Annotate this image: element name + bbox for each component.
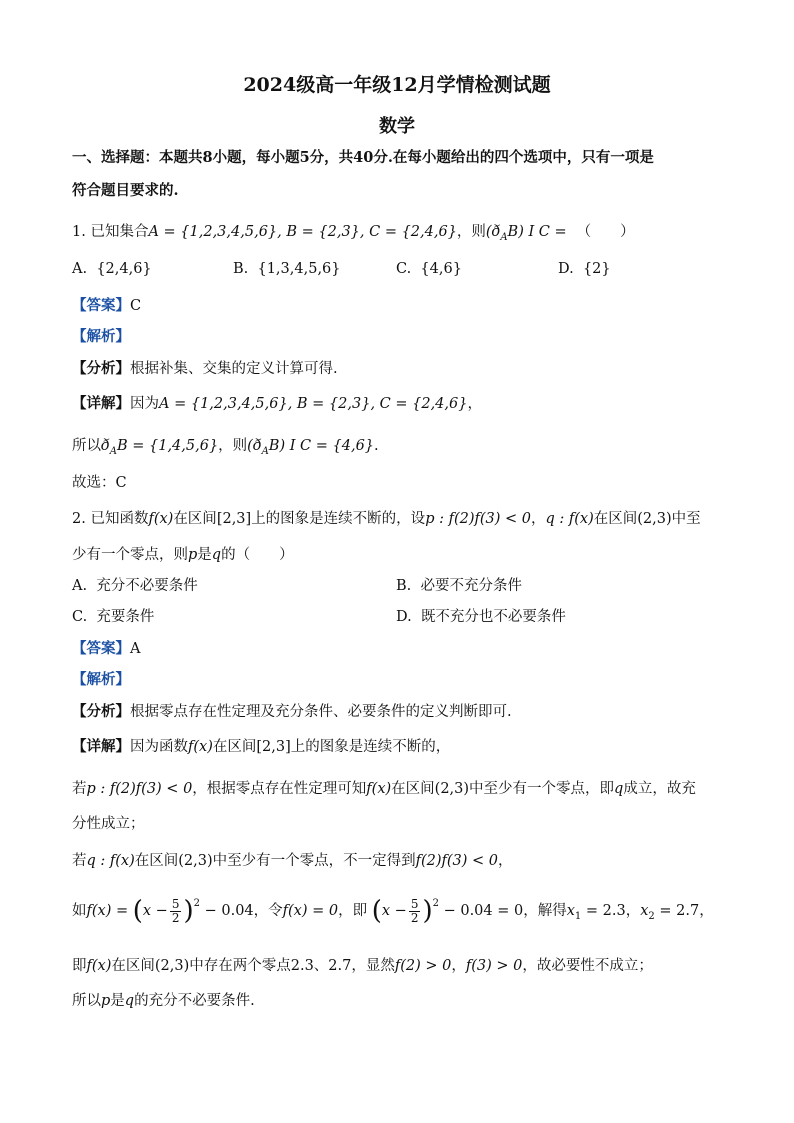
text-span: ，则 [456, 224, 486, 240]
q1-analysis-tag [72, 327, 130, 347]
text-span: A [130, 641, 141, 657]
text-span: 2 [432, 898, 439, 909]
text-span: C [130, 298, 142, 314]
text-span: 既不充分也不必要条件 [420, 609, 566, 625]
text-span: B = {1,4,5,6} [116, 438, 219, 454]
q2-xiangjie-line5: 如f(x) = (x − $\frac{5}{2}$ )$^2$ − 0.04，令f(x) = 0，即 (x − $\frac{5}{2}$ )$^2$ − 0.04 = 0，解得$x_1 = 2.3$，$x_2 = 2.7$， [72, 896, 714, 926]
text-span: 因为 [130, 396, 159, 412]
text-span: 如 [72, 903, 87, 919]
text-span: ， [498, 853, 513, 869]
page-title: 2024级高一年级12月学情检测试题 [243, 74, 551, 96]
q1-xiangjie [72, 394, 482, 414]
text-span: {4,6} [420, 261, 462, 277]
text-span: = 2.7 [654, 903, 700, 919]
text-span: 【详解】 [72, 395, 130, 412]
text-span: 的（ ） [221, 547, 294, 563]
text-span: （ ） [576, 224, 635, 240]
text-span: ，令 [253, 903, 283, 919]
text-span: ð [101, 438, 110, 454]
text-span: ， [699, 903, 714, 919]
text-span: q [124, 993, 135, 1009]
text-span: q : f(x) [545, 511, 594, 527]
text-span: 、 [313, 958, 329, 974]
text-span: 中存在两个零点 [189, 958, 291, 974]
text-span: 【答案】 [72, 297, 130, 314]
text-span: {2} [582, 261, 611, 277]
text-span: (2,3) [637, 511, 672, 527]
text-span: f(3) > 0 [465, 958, 523, 974]
text-span: 在区间 [111, 958, 155, 974]
text-span: A. [72, 578, 88, 594]
text-span: p [188, 547, 198, 563]
text-span: 因为函数 [130, 739, 188, 755]
q1-option-d [558, 259, 611, 279]
text-span: 若 [72, 853, 87, 869]
text-span: − 0.04 [204, 903, 254, 919]
text-span: A = {1,2,3,4,5,6}, B = {2,3}, C = {2,4,6} [159, 396, 468, 412]
text-span: p : f(2)f(3) < 0 [425, 511, 531, 527]
text-span: = 2.3 [581, 903, 626, 919]
text-span: 中至少有一个零点，不一定得到 [212, 853, 416, 869]
q1-xiangjie-line2 [72, 436, 379, 462]
text-span: 根据补集、交集的定义计算可得. [130, 361, 338, 377]
text-span: f(x) = 0 [282, 903, 339, 919]
text-span: {2,4,6} [96, 261, 152, 277]
text-span: 5 [410, 896, 419, 911]
text-span: A = {1,2,3,4,5,6}, B = {2,3}, C = {2,4,6} [148, 224, 457, 240]
text-span: 【解析】 [72, 328, 130, 345]
text-span: 即 [72, 958, 87, 974]
text-span: 在区间 [134, 853, 179, 869]
q2-answer [72, 639, 140, 659]
text-span: B. [233, 261, 249, 277]
text-span: f(2)f(3) < 0 [415, 853, 499, 869]
text-span: 2. 已知函数 [72, 511, 149, 527]
text-span: ， [451, 958, 466, 974]
section-heading-line2: 符合题目要求的. [72, 182, 179, 199]
text-span: f(x) [86, 958, 112, 974]
q2-xiangjie-line1 [72, 737, 450, 757]
q1-fenxi [72, 359, 338, 379]
q2-xiangjie-line3: 分性成立； [72, 816, 145, 832]
text-span: ， [467, 396, 482, 412]
text-span: 2.3 [290, 958, 314, 974]
text-span: 中至少有一个零点，即 [469, 781, 615, 797]
text-span: f(x) = [86, 903, 129, 919]
text-span: (2,3) [154, 958, 190, 974]
text-span: 【解析】 [72, 671, 130, 688]
text-span: A [109, 445, 117, 457]
text-span: 【分析】 [72, 703, 130, 720]
text-span: 上的图象是连续不断的， [290, 739, 451, 755]
text-span: 2.7 [328, 958, 352, 974]
q1-option-b [233, 259, 341, 279]
fraction-5-2 [170, 898, 182, 925]
q2-analysis-tag [72, 670, 130, 690]
text-span: 在区间 [593, 511, 638, 527]
text-span: ，解得 [523, 903, 567, 919]
text-span: B. [396, 578, 412, 594]
text-span: 充分不必要条件 [96, 578, 198, 594]
q1-choose: 故选：C [72, 475, 127, 491]
q1-option-a [72, 259, 152, 279]
text-span: 【分析】 [72, 360, 130, 377]
text-span: (ð [247, 438, 262, 454]
q2-xiangjie-line4 [72, 851, 513, 871]
text-span: 上的图象是连续不断的，设 [251, 511, 426, 527]
page-subtitle: 数学 [379, 116, 415, 137]
q1-option-c [396, 259, 462, 279]
text-span: [2,3] [256, 739, 291, 755]
text-span: 2 [410, 910, 419, 925]
text-span: x − [381, 903, 407, 919]
q2-option-a [72, 576, 198, 596]
text-span: 的充分不必要条件. [134, 993, 255, 1009]
text-span: ，则 [218, 438, 248, 454]
text-span: ，显然 [351, 958, 395, 974]
q2-fenxi [72, 702, 512, 722]
text-span: ， [530, 511, 546, 527]
q2-xiangjie-line7 [72, 991, 255, 1011]
q1-stem [72, 222, 635, 248]
text-span: 充要条件 [96, 609, 155, 625]
text-span: f(x) [366, 781, 392, 797]
text-span: 若 [72, 781, 87, 797]
text-span: p [101, 993, 111, 1009]
text-span: f(2) > 0 [394, 958, 452, 974]
text-span: B) I C = {4,6} [268, 438, 375, 454]
text-span: A [261, 445, 269, 457]
fraction-5-2b [409, 898, 421, 925]
text-span: 在区间 [391, 781, 435, 797]
text-span: q [614, 781, 624, 797]
text-span: (2,3) [178, 853, 213, 869]
q2-option-c [72, 607, 154, 627]
q2-xiangjie-line6 [72, 956, 653, 976]
text-span: ，故必要性不成立； [522, 958, 653, 974]
text-span: 2 [648, 910, 655, 922]
text-span: ，即 [338, 903, 368, 919]
text-span: [2,3] [216, 511, 252, 527]
text-span: 少有一个零点，则 [72, 547, 188, 563]
text-span: D. [558, 261, 574, 277]
text-span: C. [72, 609, 88, 625]
q2-option-d [396, 607, 566, 627]
text-span: . [374, 438, 379, 454]
q1-answer [72, 296, 141, 316]
text-span: 所以 [72, 993, 101, 1009]
section-heading-line1: 一、选择题：本题共8小题，每小题5分，共40分.在每小题给出的四个选项中，只有一项是 [72, 149, 654, 166]
text-span: 【答案】 [72, 640, 130, 657]
text-span: 1 [574, 910, 582, 922]
text-span: f(x) [148, 511, 174, 527]
text-span: x [640, 903, 649, 919]
text-span: 所以 [72, 438, 101, 454]
text-span: 【详解】 [72, 738, 130, 755]
text-span: 在区间 [173, 511, 217, 527]
q2-xiangjie-line2 [72, 779, 696, 799]
text-span: 1. 已知集合 [72, 224, 149, 240]
text-span: p : f(2)f(3) < 0 [86, 781, 193, 797]
q2-option-b [396, 576, 522, 596]
text-span: q : f(x) [86, 853, 135, 869]
q2-stem-line1 [72, 509, 701, 529]
text-span: A. [72, 261, 88, 277]
text-span: D. [396, 609, 412, 625]
text-span: 成立，故充 [623, 781, 696, 797]
text-span: (ð [485, 224, 501, 240]
text-span: (2,3) [434, 781, 470, 797]
text-span: x [566, 903, 575, 919]
text-span: 2 [193, 898, 200, 909]
text-span: 5 [171, 896, 180, 911]
text-span: x − [142, 903, 168, 919]
text-span: 是 [110, 993, 125, 1009]
q2-stem-line2 [72, 545, 294, 565]
text-span: 必要不充分条件 [420, 578, 522, 594]
text-span: ， [625, 903, 641, 919]
text-span: A [500, 231, 508, 243]
text-span: f(x) [188, 739, 213, 755]
text-span: q [211, 547, 222, 563]
text-span: 在区间 [212, 739, 257, 755]
text-span: C. [396, 261, 412, 277]
text-span: ，根据零点存在性定理可知 [192, 781, 367, 797]
text-span: 中至 [671, 511, 701, 527]
text-span: 根据零点存在性定理及充分条件、必要条件的定义判断即可. [130, 704, 512, 720]
text-span: {1,3,4,5,6} [257, 261, 341, 277]
text-span: 是 [197, 547, 212, 563]
text-span: B) I C = [507, 224, 567, 240]
text-span: − 0.04 = 0 [443, 903, 524, 919]
text-span: 2 [171, 910, 180, 925]
